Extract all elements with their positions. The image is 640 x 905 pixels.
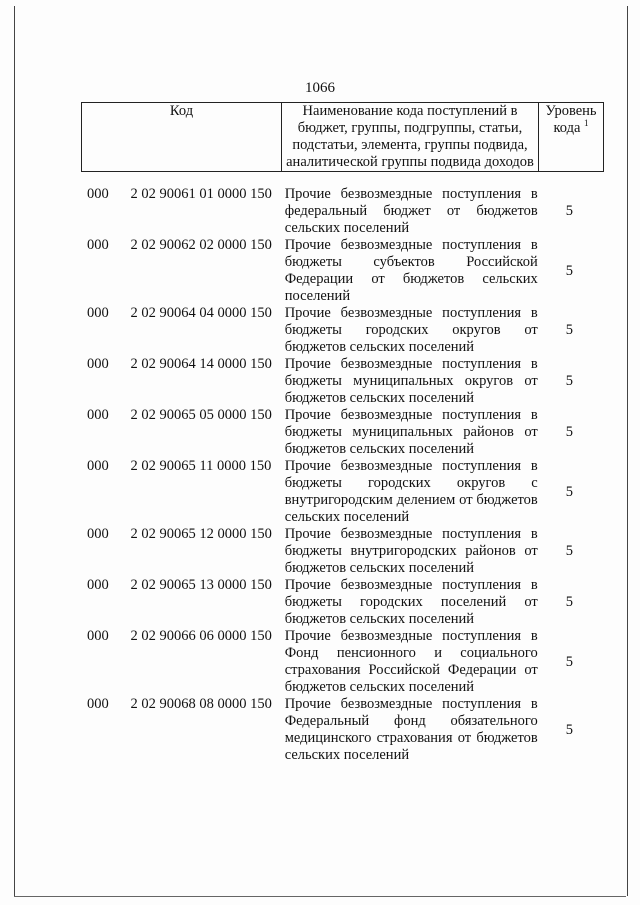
row-code: 2 02 90065 13 0000 150 xyxy=(130,577,272,593)
header-name xyxy=(282,103,539,172)
row-level: 5 xyxy=(565,424,573,440)
row-description-line: Федерации от бюджетов сельских xyxy=(284,271,538,287)
table-row xyxy=(81,696,601,764)
table-row xyxy=(81,237,601,305)
table-row xyxy=(81,526,601,577)
row-code: 2 02 90066 06 0000 150 xyxy=(130,628,272,644)
row-description-line: бюджеты муниципальных районов от xyxy=(284,424,538,440)
row-code: 2 02 90065 05 0000 150 xyxy=(130,407,272,423)
row-description-line: внутригородским делением от бюджетов xyxy=(284,492,538,508)
row-description-line: бюджеты внутригородских районов от xyxy=(284,543,538,559)
row-description-line: медицинского страхования от бюджетов xyxy=(284,730,538,746)
row-level: 5 xyxy=(565,594,573,610)
row-description-line: бюджетов сельских поселений xyxy=(284,339,475,355)
row-prefix: 000 xyxy=(87,237,109,253)
row-description-line: бюджетов сельских поселений xyxy=(284,611,475,627)
table-header xyxy=(81,102,604,172)
page-bottom-edge xyxy=(14,896,626,897)
row-code: 2 02 90061 01 0000 150 xyxy=(130,186,272,202)
header-level-footnote: 1 xyxy=(584,118,589,129)
row-description-line: бюджеты субъектов Российской xyxy=(284,254,538,270)
row-prefix: 000 xyxy=(87,696,109,712)
row-description-line: сельских поселений xyxy=(284,747,410,763)
header-code: Код xyxy=(82,103,282,172)
row-description-line: бюджетов сельских поселений xyxy=(284,390,475,406)
row-description-line: сельских поселений xyxy=(284,220,410,236)
header-name-line: Наименование кода поступлений в xyxy=(302,103,518,119)
row-description-line: Прочие безвозмездные поступления в xyxy=(284,407,538,423)
header-name-line: аналитической группы подвида доходов xyxy=(286,154,534,170)
row-description-line: бюджеты городских округов с xyxy=(284,475,538,491)
row-code: 2 02 90062 02 0000 150 xyxy=(130,237,272,253)
row-prefix: 000 xyxy=(87,407,109,423)
row-code: 2 02 90064 14 0000 150 xyxy=(130,356,272,372)
row-prefix: 000 xyxy=(87,356,109,372)
row-level: 5 xyxy=(565,543,573,559)
row-description-line: Прочие безвозмездные поступления в xyxy=(284,237,538,253)
table-row xyxy=(81,407,601,458)
row-code: 2 02 90068 08 0000 150 xyxy=(130,696,272,712)
row-description-line: Прочие безвозмездные поступления в xyxy=(284,186,538,202)
row-description-line: бюджетов сельских поселений xyxy=(284,441,475,457)
row-description-line: Прочие безвозмездные поступления в xyxy=(284,356,538,372)
row-code: 2 02 90065 12 0000 150 xyxy=(130,526,272,542)
row-description-line: Прочие безвозмездные поступления в xyxy=(284,628,538,644)
row-description xyxy=(285,458,538,526)
row-description-line: Федеральный фонд обязательного xyxy=(284,713,538,729)
row-prefix: 000 xyxy=(87,305,109,321)
row-description-line: бюджеты муниципальных округов от xyxy=(284,373,538,389)
row-description-line: бюджетов сельских поселений xyxy=(284,560,475,576)
row-level: 5 xyxy=(565,322,573,338)
row-description-line: бюджеты городских поселений от xyxy=(284,594,538,610)
table-row xyxy=(81,305,601,356)
row-prefix: 000 xyxy=(87,186,109,202)
row-description-line: Прочие безвозмездные поступления в xyxy=(284,458,538,474)
row-description xyxy=(285,526,538,577)
table-row xyxy=(81,458,601,526)
page-number: 1066 xyxy=(305,80,335,96)
table-body xyxy=(81,186,601,764)
row-prefix: 000 xyxy=(87,526,109,542)
row-code: 2 02 90065 11 0000 150 xyxy=(130,458,272,474)
row-description-line: Прочие безвозмездные поступления в xyxy=(284,577,538,593)
row-level: 5 xyxy=(565,653,573,670)
row-description-line: бюджетов сельских поселений xyxy=(284,679,475,695)
header-level xyxy=(539,103,604,172)
row-description xyxy=(285,407,538,458)
row-description-line: Прочие безвозмездные поступления в xyxy=(284,526,538,542)
row-code: 2 02 90064 04 0000 150 xyxy=(130,305,272,321)
row-level: 5 xyxy=(565,721,573,738)
row-level: 5 xyxy=(565,203,573,219)
row-description xyxy=(285,577,538,628)
header-level-line1: Уровень xyxy=(545,103,597,119)
row-description xyxy=(285,237,538,305)
row-prefix: 000 xyxy=(87,577,109,593)
row-description-line: страхования Российской Федерации от xyxy=(284,662,538,678)
row-description-line: поселений xyxy=(284,288,351,304)
row-level: 5 xyxy=(565,262,573,279)
row-level: 5 xyxy=(565,373,573,389)
row-prefix: 000 xyxy=(87,628,109,644)
row-description-line: Прочие безвозмездные поступления в xyxy=(284,305,538,321)
header-level-line2: кода xyxy=(553,120,581,136)
row-description-line: федеральный бюджет от бюджетов xyxy=(284,203,538,219)
row-description xyxy=(285,305,538,356)
row-description xyxy=(285,696,538,764)
table-row xyxy=(81,186,601,237)
header-name-line: подстатьи, элемента, группы подвида, xyxy=(292,137,528,153)
row-description xyxy=(285,186,538,237)
row-level: 5 xyxy=(565,483,573,500)
row-description-line: сельских поселений xyxy=(284,509,410,525)
row-description-line: бюджеты городских округов от xyxy=(284,322,538,338)
table-row xyxy=(81,628,601,696)
row-description xyxy=(285,628,538,696)
table-row xyxy=(81,577,601,628)
header-name-line: бюджет, группы, подгруппы, статьи, xyxy=(297,120,523,136)
row-description-line: Фонд пенсионного и социального xyxy=(284,645,538,661)
table-row xyxy=(81,356,601,407)
row-description xyxy=(285,356,538,407)
row-prefix: 000 xyxy=(87,458,109,474)
row-description-line: Прочие безвозмездные поступления в xyxy=(284,696,538,712)
